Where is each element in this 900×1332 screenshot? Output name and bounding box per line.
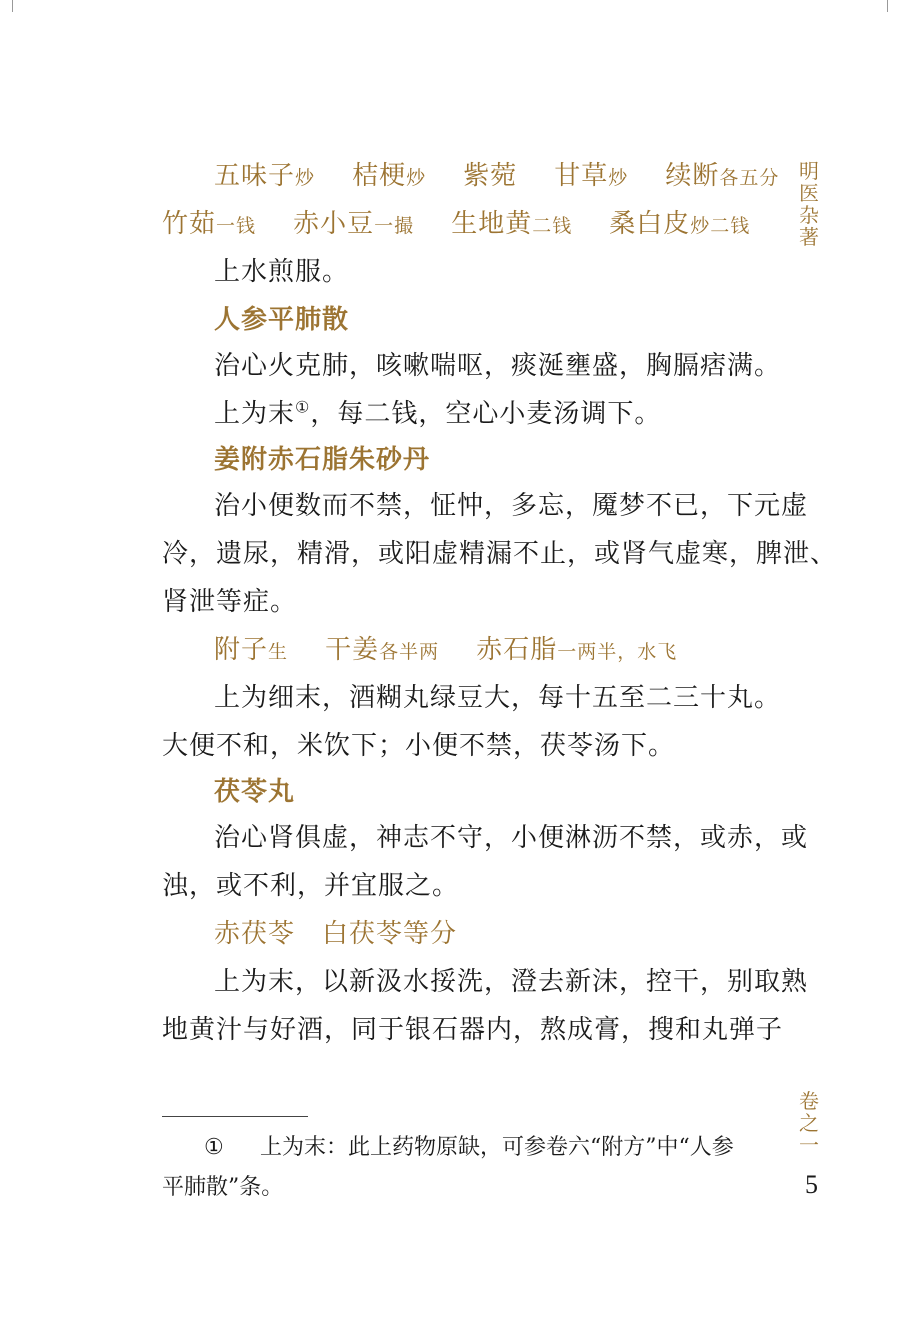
herb: 紫菀: [463, 161, 518, 191]
herb-row-3: [214, 632, 814, 670]
running-head-char: 一: [799, 1133, 819, 1157]
crop-mark-right: [887, 0, 900, 12]
herb-row-1: [214, 158, 814, 196]
footnote-marker: ①: [204, 1135, 224, 1160]
jiangfu-usage-line: 大便不和，米饮下；小便不禁，茯苓汤下。: [162, 731, 676, 761]
herb-row-4: 赤茯苓 白茯苓等分: [214, 919, 458, 949]
jiangfu-indication-line: 肾泄等症。: [162, 587, 298, 617]
footnote-line-1: ① 上为末：此上药物原缺，可参卷六“附方”中“人参: [162, 1132, 762, 1164]
crop-mark-left: [0, 0, 13, 12]
herb: 干姜各半两: [325, 635, 440, 665]
herb: 赤石脂一两半，水飞: [476, 635, 678, 665]
running-head-char: 医: [799, 181, 819, 205]
renshen-indication: 治心火克肺，咳嗽喘呕，痰涎壅盛，胸膈痞满。: [214, 351, 782, 381]
running-head-volume: [796, 1090, 822, 1156]
footnote-line-2: 平肺散”条。: [162, 1175, 284, 1200]
herb: 甘草炒: [554, 161, 629, 191]
fuling-indication-line: 浊，或不利，并宜服之。: [162, 871, 460, 901]
herb: 桑白皮炒二钱: [609, 209, 751, 239]
page-number: 5: [805, 1170, 818, 1199]
jiangfu-usage-line: 上为细末，酒糊丸绿豆大，每十五至二三十丸。: [214, 683, 782, 713]
herb: 生地黄二钱: [451, 209, 573, 239]
renshen-usage: 上为末①，每二钱，空心小麦汤调下。: [214, 397, 662, 429]
herb: 附子生: [214, 635, 289, 665]
formula-title-jiangfu: 姜附赤石脂朱砂丹: [214, 445, 431, 475]
fuling-indication-line: 治心肾俱虚，神志不守，小便淋沥不禁，或赤，或: [214, 823, 809, 853]
fuling-usage-line: 上为末，以新汲水挼洗，澄去新沫，控干，别取熟: [214, 967, 809, 997]
herb: 赤小豆一撮: [293, 209, 415, 239]
running-head-char: 明: [799, 159, 819, 183]
herb-row-2: [162, 206, 762, 244]
running-head-char: 之: [799, 1111, 819, 1135]
jiangfu-indication-line: 治小便数而不禁，怔忡，多忘，魇梦不已，下元虚: [214, 491, 809, 521]
running-head-book-title: [796, 160, 822, 248]
herb: 续断各五分: [665, 161, 780, 191]
formula-title-fuling: 茯苓丸: [214, 777, 296, 807]
formula-title-renshen: 人参平肺散: [214, 305, 350, 335]
footnote-rule: [162, 1116, 308, 1117]
herb: 五味子炒: [214, 161, 316, 191]
jiangfu-indication-line: 冷，遗尿，精滑，或阳虚精漏不止，或肾气虚寒，脾泄、: [162, 539, 838, 569]
footnote-ref[interactable]: ①: [295, 397, 311, 417]
decoction-instruction: 上水煎服。: [214, 257, 350, 287]
running-head-char: 卷: [799, 1089, 819, 1113]
running-head-char: 杂: [799, 203, 819, 227]
fuling-usage-line: 地黄汁与好酒，同于银石器内，熬成膏，搜和丸弹子: [162, 1015, 784, 1045]
herb: 桔梗炒: [352, 161, 427, 191]
running-head-char: 著: [799, 225, 819, 249]
herb: 竹茹一钱: [162, 209, 257, 239]
